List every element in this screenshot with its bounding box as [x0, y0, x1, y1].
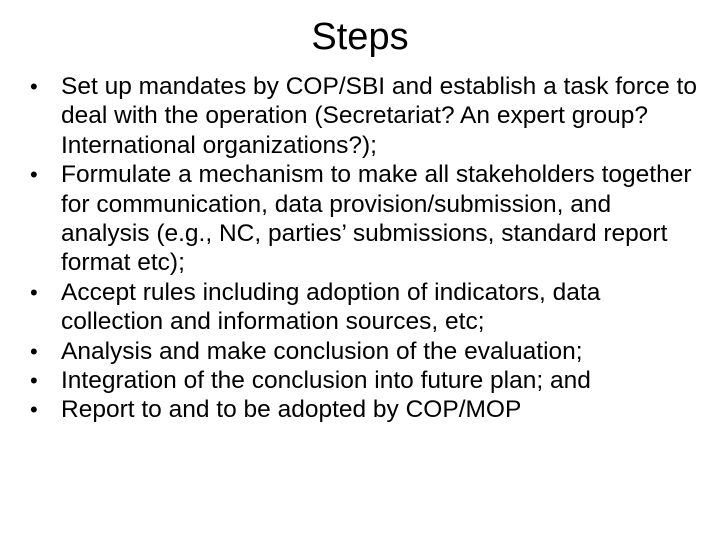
bullet-icon: •: [30, 279, 38, 305]
bullet-item: [30, 337, 700, 366]
bullet-icon: •: [30, 368, 38, 394]
bullet-text: Integration of the conclusion into future plan; and: [61, 367, 591, 395]
bullet-item: [30, 395, 700, 424]
bullet-text: Accept rules including adoption of indicators, data collection and information sources, etc;: [61, 278, 601, 336]
bullet-item: [30, 160, 700, 278]
bullet-text: Analysis and make conclusion of the evaluation;: [61, 337, 583, 365]
bullet-item: [30, 366, 700, 395]
bullet-icon: •: [30, 397, 38, 423]
bullet-icon: •: [30, 338, 38, 364]
bullet-item: [30, 72, 700, 160]
bullet-text: Report to and to be adopted by COP/MOP: [61, 396, 522, 424]
bullet-text: Formulate a mechanism to make all stakeholders together for communication, data provision/submission, and analysis (e.g., NC, parties’ submissions, standard report format etc);: [61, 161, 692, 277]
bullet-item: [30, 278, 700, 337]
bullet-icon: •: [30, 74, 38, 99]
bullet-icon: •: [30, 162, 38, 188]
slide-title: Steps: [311, 16, 409, 58]
bullet-list: [30, 72, 700, 425]
bullet-text: Set up mandates by COP/SBI and establish a task force to deal with the operation (Secretariat? An expert group? International organizations?);: [61, 73, 697, 159]
